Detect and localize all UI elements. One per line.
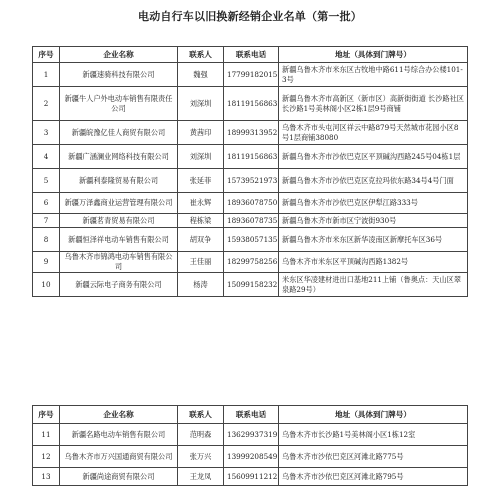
company-name-cell: 新疆恒泽祥电动车销售有限公司 xyxy=(60,228,178,252)
row-number: 11 xyxy=(33,424,60,446)
address-cell: 米东区华凌建材进出口基地211上铺（鲁奥点：天山区翠泉路29号） xyxy=(279,273,468,297)
address-cell: 新疆乌鲁木齐市米东区古牧地中路611号综合办公楼101-3号 xyxy=(279,63,468,87)
contact-person-cell: 范明森 xyxy=(178,424,224,446)
company-name-cell: 新疆茗青贸易有限公司 xyxy=(60,214,178,228)
contact-person-cell: 张延菲 xyxy=(178,169,224,193)
address-cell: 新疆乌鲁木齐市沙依巴克区伊犁江路333号 xyxy=(279,193,468,214)
phone-cell: 18999313952 xyxy=(224,121,279,145)
company-name-cell: 新疆尚途商贸有限公司 xyxy=(60,468,178,486)
address-cell: 新疆乌鲁木齐市沙依巴克区克拉玛依东路34号4号门面 xyxy=(279,169,468,193)
table-row xyxy=(33,121,468,145)
header-address: 地址（具体到门牌号） xyxy=(279,406,468,424)
row-number: 6 xyxy=(33,193,60,214)
address-cell: 新疆乌鲁木齐市新市区宁波街930号 xyxy=(279,214,468,228)
row-number: 3 xyxy=(33,121,60,145)
row-number: 8 xyxy=(33,228,60,252)
contact-person-cell: 杨涛 xyxy=(178,273,224,297)
company-name-cell: 新疆名路电动车销售有限公司 xyxy=(60,424,178,446)
company-name-cell: 新疆牛人户外电动车销售有限责任公司 xyxy=(60,87,178,121)
table-row xyxy=(33,87,468,121)
table-row xyxy=(33,169,468,193)
header-company: 企业名称 xyxy=(60,47,178,63)
header-address: 地址（具体到门牌号） xyxy=(279,47,468,63)
document-title: 电动自行车以旧换新经销企业名单（第一批） xyxy=(138,10,362,23)
row-number: 13 xyxy=(33,468,60,486)
header-contact: 联系人 xyxy=(178,406,224,424)
contact-person-cell: 王龙凤 xyxy=(178,468,224,486)
company-name-cell: 新疆云际电子商务有限公司 xyxy=(60,273,178,297)
row-number: 1 xyxy=(33,63,60,87)
table-row xyxy=(33,214,468,228)
table-row xyxy=(33,273,468,297)
table-row xyxy=(33,424,468,446)
header-phone: 联系电话 xyxy=(224,406,279,424)
phone-cell: 18936078735 xyxy=(224,214,279,228)
company-name-cell: 新疆利泰隆贸易有限公司 xyxy=(60,169,178,193)
contact-person-cell: 刘深圳 xyxy=(178,145,224,169)
contact-person-cell: 魏强 xyxy=(178,63,224,87)
contact-person-cell: 王佳丽 xyxy=(178,252,224,273)
row-number: 12 xyxy=(33,446,60,468)
row-number: 7 xyxy=(33,214,60,228)
address-cell: 新疆乌鲁木齐市高新区（新市区）高新街街道 长沙路社区 长沙路1号美林阁小区2栋1层9号商铺 xyxy=(279,87,468,121)
row-number: 9 xyxy=(33,252,60,273)
row-number: 5 xyxy=(33,169,60,193)
row-number: 2 xyxy=(33,87,60,121)
dealer-table-page-1 xyxy=(32,46,468,297)
table-row xyxy=(33,468,468,486)
table-row xyxy=(33,252,468,273)
phone-cell: 18936078750 xyxy=(224,193,279,214)
address-cell: 乌鲁木齐市米东区平顶碱沟西路1382号 xyxy=(279,252,468,273)
company-name-cell: 新疆广涵澜业网络科技有限公司 xyxy=(60,145,178,169)
phone-cell: 18119156863 xyxy=(224,145,279,169)
address-cell: 新疆乌鲁木齐市米东区新华凌南区新摩托车区36号 xyxy=(279,228,468,252)
header-no: 序号 xyxy=(33,47,60,63)
table-header-row xyxy=(33,47,468,63)
contact-person-cell: 张万兴 xyxy=(178,446,224,468)
address-cell: 乌鲁木齐市沙依巴克区河滩北路775号 xyxy=(279,446,468,468)
address-cell: 乌鲁木齐市头屯河区祥云中路879号天然城市花园小区8号1层商铺38080 xyxy=(279,121,468,145)
phone-cell: 13999208549 xyxy=(224,446,279,468)
phone-cell: 18299758256 xyxy=(224,252,279,273)
row-number: 10 xyxy=(33,273,60,297)
phone-cell: 15739521973 xyxy=(224,169,279,193)
company-name-cell: 新疆速骑科技有限公司 xyxy=(60,63,178,87)
row-number: 4 xyxy=(33,145,60,169)
header-phone: 联系电话 xyxy=(224,47,279,63)
company-name-cell: 乌鲁木齐市万兴国通商贸有限公司 xyxy=(60,446,178,468)
header-contact: 联系人 xyxy=(178,47,224,63)
header-no: 序号 xyxy=(33,406,60,424)
address-cell: 乌鲁木齐市长沙路1号美林阁小区1栋12室 xyxy=(279,424,468,446)
address-cell: 乌鲁木齐市沙依巴克区河滩北路795号 xyxy=(279,468,468,486)
phone-cell: 17799182015 xyxy=(224,63,279,87)
phone-cell: 13629937319 xyxy=(224,424,279,446)
contact-person-cell: 刘深圳 xyxy=(178,87,224,121)
phone-cell: 18119156863 xyxy=(224,87,279,121)
phone-cell: 15099158232 xyxy=(224,273,279,297)
table-row xyxy=(33,145,468,169)
phone-cell: 15609911212 xyxy=(224,468,279,486)
contact-person-cell: 胡双争 xyxy=(178,228,224,252)
table-row xyxy=(33,193,468,214)
contact-person-cell: 黄茜印 xyxy=(178,121,224,145)
company-name-cell: 乌鲁木齐市锦鸿电动车销售有限公司 xyxy=(60,252,178,273)
phone-cell: 15938057135 xyxy=(224,228,279,252)
dealer-table-page-2 xyxy=(32,405,468,486)
address-cell: 新疆乌鲁木齐市沙依巴克区平顶碱沟西路245号04栋1层 xyxy=(279,145,468,169)
company-name-cell: 新疆万泽鑫商业运营管理有限公司 xyxy=(60,193,178,214)
table-row xyxy=(33,228,468,252)
table-row xyxy=(33,446,468,468)
table-row xyxy=(33,63,468,87)
company-name-cell: 新疆皖豫亿佳人商贸有限公司 xyxy=(60,121,178,145)
contact-person-cell: 崔永辉 xyxy=(178,193,224,214)
table-header-row xyxy=(33,406,468,424)
contact-person-cell: 程栋梁 xyxy=(178,214,224,228)
header-company: 企业名称 xyxy=(60,406,178,424)
